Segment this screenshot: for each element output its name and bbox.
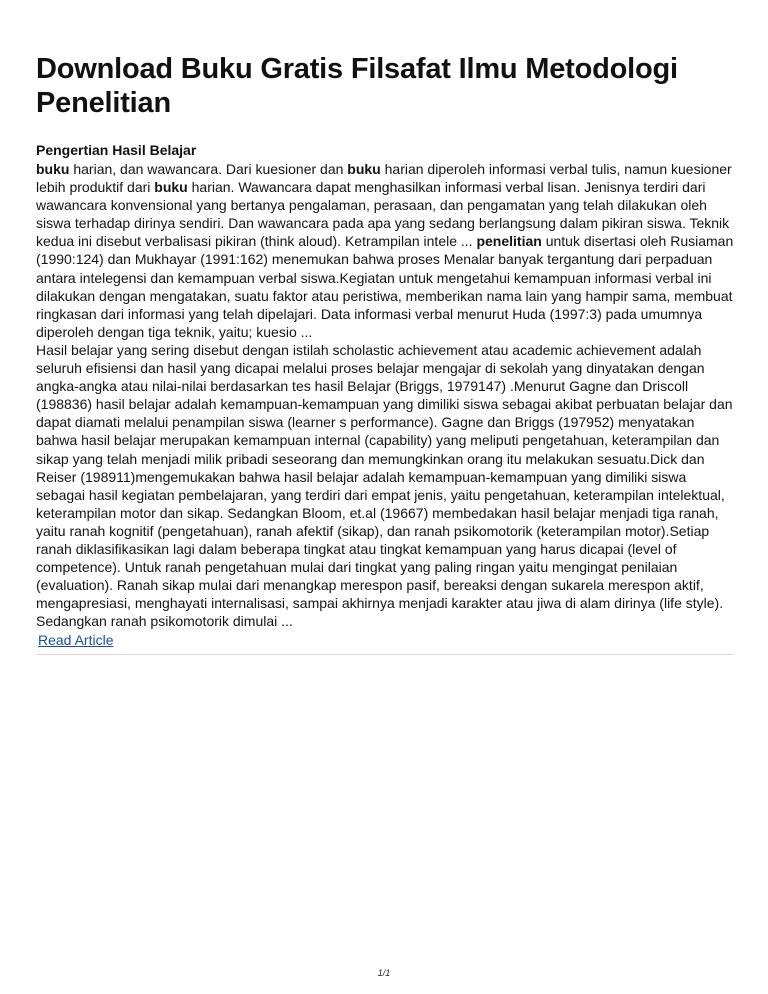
article-heading: Pengertian Hasil Belajar — [36, 142, 197, 158]
text-run: harian diperoleh informasi verbal tulis, namun kuesioner lebih produktif dari — [36, 161, 732, 196]
read-article-link[interactable]: Read Article — [38, 632, 114, 649]
page-number: 1/1 — [377, 968, 391, 978]
bold-keyword: buku — [36, 161, 70, 177]
text-run: harian. Wawancara dapat menghasilkan informasi verbal lisan. Jenisnya terdiri dari wawancara konvensional yang bertanya pengalaman, perasaan, dan pengamatan yang telah dilakukan oleh siswa terhadap dirinya sendiri. Dan wawancara pada apa yang sedang berlangsung dalam pikiran siswa. Teknik kedua ini disebut verbalisasi pikiran (think aloud). Ketrampilan intele ... — [36, 179, 730, 250]
document-page — [36, 52, 734, 655]
text-run: harian, dan wawancara. Dari kuesioner dan — [69, 161, 348, 177]
bold-keyword: buku — [347, 161, 381, 177]
bold-keyword: buku — [154, 179, 188, 196]
section-divider — [36, 654, 734, 655]
text-run: untuk disertasi oleh Rusiaman (1990:124) dan Mukhayar (1991:162) menemukan bahwa proses Menalar banyak tergantung dari perpaduan antara intelegensi dan kemampuan verbal siswa.Kegiatan untuk mengetahui kemampuan informasi verbal ini dilakukan dengan mengatakan, suatu faktor atau peristiwa, memberikan nama lain yang hampir sama, membuat ringkasan dari informasi yang telah dipelajari. Data informasi verbal menurut Huda (1997:3) pada umumnya diperoleh dengan tiga teknik, yaitu; kuesio ... — [36, 233, 734, 340]
document-title: Download Buku Gratis Filsafat Ilmu Metodologi Penelitian — [36, 53, 678, 119]
article-section — [36, 141, 734, 655]
article-paragraph-1 — [36, 160, 734, 341]
article-paragraph-2: Hasil belajar yang sering disebut dengan istilah scholastic achievement atau academic achievement adalah seluruh efisiensi dan hasil yang dicapai melalui proses belajar mengajar di sekolah yang dinyatakan dengan angka-angka atau nilai-nilai berdasarkan tes hasil Belajar (Briggs, 1979147) .Menurut Gagne dan Driscoll (198836) hasil belajar adalah kemampuan-kemampuan yang dimiliki siswa sebagai akibat perbuatan belajar dan dapat diamati melalui penampilan siswa (learner s performance). Gagne dan Briggs (197952) menyatakan bahwa hasil belajar merupakan kemampuan internal (capability) yang meliputi pengetahuan, keterampilan dan sikap yang telah menjadi milik pribadi seseorang dan memungkinkan orang itu melakukan sesuatu.Dick dan Reiser (198911)mengemukakan bahwa hasil belajar adalah kemampuan-kemampuan yang dimiliki siswa sebagai hasil kegiatan pembelajaran, yang terdiri dari empat jenis, yaitu pengetahuan, keterampilan intelektual, keterampilan motor dan sikap. Sedangkan Bloom, et.al (19667) membedakan hasil belajar menjadi tiga ranah, yaitu ranah kognitif (pengetahuan), ranah afektif (sikap), dan ranah psikomotorik (keterampilan motor).Setiap ranah diklasifikasikan lagi dalam beberapa tingkat atau tingkat kemampuan yang harus dicapai (level of competence). Untuk ranah pengetahuan mulai dari tingkat yang paling ringan yaitu mengingat penilaian (evaluation). Ranah sikap mulai dari menangkap merespon pasif, bereaksi dengan sukarela merespon aktif, mengapresiasi, menghayati internalisasi, sampai akhirnya menjadi karakter atau jiwa di alam dirinya (life style). Sedangkan ranah psikomotorik dimulai ... — [36, 341, 733, 630]
bold-keyword: penelitian — [476, 233, 542, 250]
